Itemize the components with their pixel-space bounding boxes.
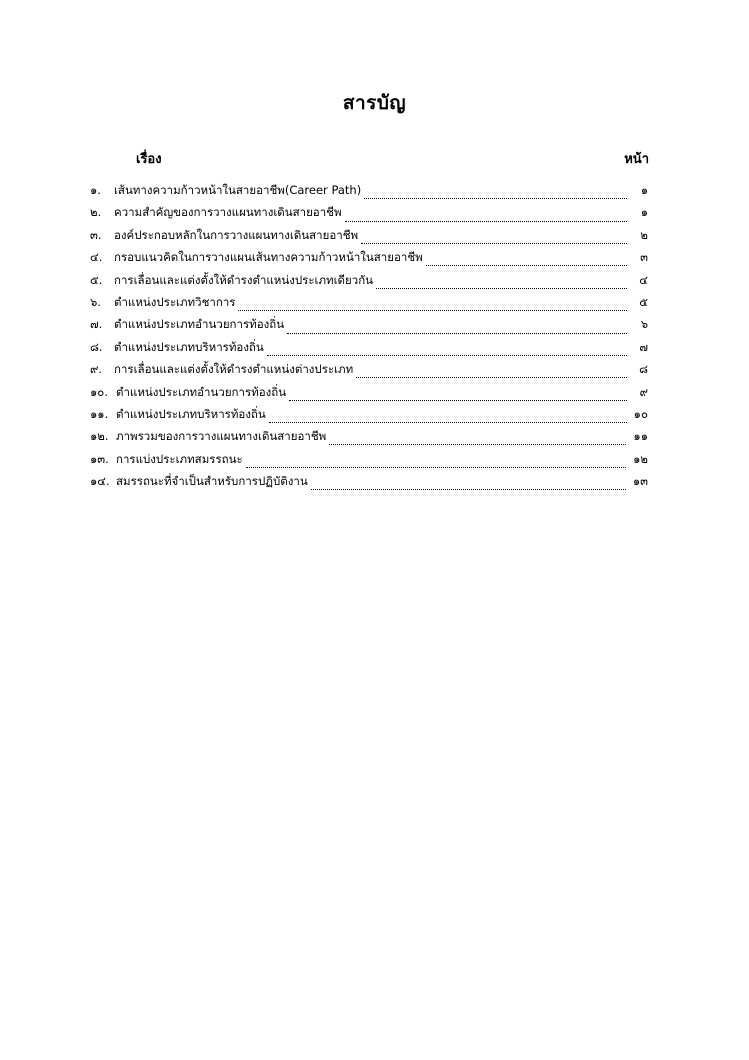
entry-title: การเลื่อนและแต่งตั้งให้ดำรงตำแหน่งต่างประเภท xyxy=(114,362,354,377)
dot-leader xyxy=(364,187,627,199)
entry-number: ๑๓. xyxy=(90,451,109,466)
entry-number: ๑. xyxy=(90,183,101,197)
entry-title: ตำแหน่งประเภทอำนวยการท้องถิ่น xyxy=(114,317,285,332)
entry-title: ความสำคัญของการวางแผนทางเดินสายอาชีพ xyxy=(114,205,342,220)
dot-leader xyxy=(287,322,627,334)
entry-title: องค์ประกอบหลักในการวางแผนทางเดินสายอาชีพ xyxy=(114,227,359,242)
toc-entry[interactable] xyxy=(90,182,648,204)
dot-leader xyxy=(311,478,626,490)
entry-page: ๑๒ xyxy=(633,451,648,466)
entry-page: ๑๓ xyxy=(632,474,648,489)
dot-leader xyxy=(238,299,627,311)
entry-page: ๒ xyxy=(640,227,648,242)
entry-title: เส้นทางความก้าวหน้าในสายอาชีพ(Career Path) xyxy=(114,183,362,197)
entry-page: ๑ xyxy=(640,183,648,197)
dot-leader xyxy=(289,389,627,401)
toc-entry[interactable] xyxy=(90,384,648,406)
entry-page: ๙ xyxy=(639,384,648,399)
toc-entry[interactable] xyxy=(90,361,648,383)
entry-number: ๘. xyxy=(90,339,103,354)
entry-number: ๑๑. xyxy=(90,406,109,421)
toc-entry[interactable] xyxy=(90,339,648,361)
entry-number: ๗. xyxy=(90,317,103,332)
entry-page: ๖ xyxy=(640,317,648,332)
entry-number: ๒. xyxy=(90,205,102,220)
entry-page: ๕ xyxy=(639,294,648,309)
toc-entry[interactable] xyxy=(90,473,648,495)
entry-page: ๓ xyxy=(640,250,648,265)
dot-leader xyxy=(376,277,627,289)
table-of-contents xyxy=(90,182,648,495)
entry-title: ตำแหน่งประเภทบริหารท้องถิ่น xyxy=(116,406,266,421)
entry-title: ภาพรวมของการวางแผนทางเดินสายอาชีพ xyxy=(116,429,327,444)
entry-title: ตำแหน่งประเภทอำนวยการท้องถิ่น xyxy=(116,384,287,399)
entry-number: ๖. xyxy=(90,294,101,309)
dot-leader xyxy=(246,456,626,468)
toc-title: สารบัญ xyxy=(342,92,407,114)
entry-page: ๗ xyxy=(639,339,648,354)
entry-page: ๑ xyxy=(640,205,648,220)
entry-page: ๔ xyxy=(639,272,648,287)
toc-entry[interactable] xyxy=(90,406,648,428)
toc-entry[interactable] xyxy=(90,316,648,338)
entry-page: ๘ xyxy=(639,362,648,377)
entry-number: ๔. xyxy=(90,250,103,265)
topic-column-header: เรื่อง xyxy=(136,152,162,167)
entry-title: ตำแหน่งประเภทวิชาการ xyxy=(114,294,236,309)
entry-number: ๑๐. xyxy=(90,384,108,399)
entry-title: ตำแหน่งประเภทบริหารท้องถิ่น xyxy=(114,339,264,354)
dot-leader xyxy=(345,210,627,222)
dot-leader xyxy=(426,254,627,266)
toc-entry[interactable] xyxy=(90,204,648,226)
toc-entry[interactable] xyxy=(90,294,648,316)
toc-entry[interactable] xyxy=(90,249,648,271)
entry-title: การแบ่งประเภทสมรรถนะ xyxy=(116,451,243,466)
page-column-header: หน้า xyxy=(624,152,649,167)
dot-leader xyxy=(361,232,627,244)
entry-title: การเลื่อนและแต่งตั้งให้ดำรงตำแหน่งประเภทเดียวกัน xyxy=(114,272,374,287)
entry-title: สมรรถนะที่จำเป็นสำหรับการปฏิบัติงาน xyxy=(116,474,308,489)
entry-number: ๑๒. xyxy=(90,429,109,444)
toc-entry[interactable] xyxy=(90,272,648,294)
entry-number: ๕. xyxy=(90,272,103,287)
entry-page: ๑๐ xyxy=(633,406,648,421)
entry-number: ๓. xyxy=(90,227,102,242)
dot-leader xyxy=(329,433,626,445)
toc-entry[interactable] xyxy=(90,227,648,249)
entry-number: ๑๔. xyxy=(90,474,110,489)
dot-leader xyxy=(356,366,627,378)
toc-entry[interactable] xyxy=(90,451,648,473)
dot-leader xyxy=(269,411,627,423)
entry-title: กรอบแนวคิดในการวางแผนเส้นทางความก้าวหน้าในสายอาชีพ xyxy=(114,250,423,265)
entry-number: ๙. xyxy=(90,362,103,377)
toc-entry[interactable] xyxy=(90,428,648,450)
dot-leader xyxy=(267,344,627,356)
entry-page: ๑๑ xyxy=(633,429,648,444)
